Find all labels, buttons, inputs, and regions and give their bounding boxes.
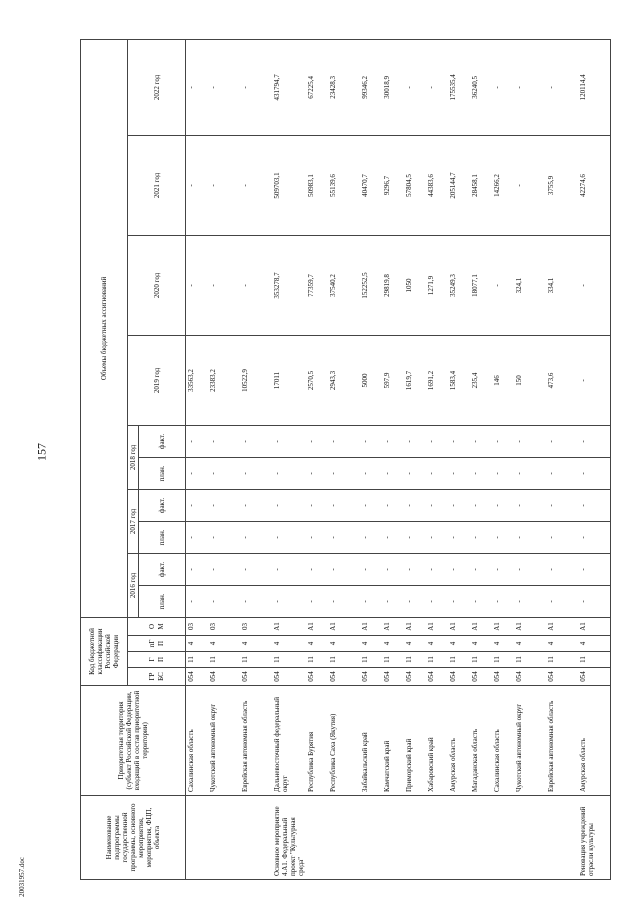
value-2018-plan: - — [240, 457, 272, 489]
grbs-cell: 054 — [578, 668, 611, 686]
value-2017-plan: - — [382, 521, 404, 553]
value-2017-plan: - — [208, 521, 240, 553]
value-2019: 2570,5 — [306, 335, 328, 425]
value-2022: 120114,4 — [578, 39, 611, 135]
program-cell — [328, 796, 360, 880]
pgp-cell: 4 — [448, 636, 470, 652]
pgp-cell: 4 — [514, 636, 546, 652]
value-2021: 205144,7 — [448, 135, 470, 235]
value-2018-fact: - — [186, 425, 209, 457]
value-2021: 55139,6 — [328, 135, 360, 235]
header-gp: ГП — [128, 652, 186, 668]
program-cell — [404, 796, 426, 880]
value-2022: 30018,9 — [382, 39, 404, 135]
territory-cell: Еврейская автономная область — [240, 686, 272, 796]
gp-cell: 11 — [306, 652, 328, 668]
value-2020: 152252,5 — [360, 235, 382, 335]
value-2021: - — [514, 135, 546, 235]
value-2018-fact: - — [470, 425, 492, 457]
value-2017-plan: - — [272, 521, 306, 553]
value-2016-fact: - — [328, 553, 360, 585]
om-cell: 03 — [240, 617, 272, 635]
value-2019: 146 — [492, 335, 514, 425]
value-2017-fact: - — [240, 489, 272, 521]
value-2017-fact: - — [546, 489, 578, 521]
value-2021: 9296,7 — [382, 135, 404, 235]
gp-cell: 11 — [272, 652, 306, 668]
value-2021: 50983,1 — [306, 135, 328, 235]
program-cell: Реновация учреждений отрасли культуры — [578, 796, 611, 880]
territory-cell: Камчатский край — [382, 686, 404, 796]
value-2019: 10522,9 — [240, 335, 272, 425]
value-2018-plan: - — [186, 457, 209, 489]
grbs-cell: 054 — [240, 668, 272, 686]
value-2016-plan: - — [492, 585, 514, 617]
table-row — [208, 39, 240, 879]
pgp-cell: 4 — [546, 636, 578, 652]
om-cell: А1 — [578, 617, 611, 635]
om-cell: 03 — [208, 617, 240, 635]
gp-cell: 11 — [404, 652, 426, 668]
gp-cell: 11 — [492, 652, 514, 668]
program-cell: Основное мероприятие 4.А1. Федеральный проект "Культурная среда" — [272, 796, 306, 880]
value-2016-fact: - — [448, 553, 470, 585]
grbs-cell: 054 — [426, 668, 448, 686]
program-cell — [448, 796, 470, 880]
value-2017-plan: - — [578, 521, 611, 553]
value-2017-fact: - — [404, 489, 426, 521]
value-2016-plan: - — [360, 585, 382, 617]
value-2018-plan: - — [208, 457, 240, 489]
value-2018-fact: - — [578, 425, 611, 457]
gp-cell: 11 — [240, 652, 272, 668]
gp-cell: 11 — [360, 652, 382, 668]
om-cell: А1 — [328, 617, 360, 635]
value-2020: 1271,9 — [426, 235, 448, 335]
table-row — [382, 39, 404, 879]
pgp-cell: 4 — [272, 636, 306, 652]
program-cell — [426, 796, 448, 880]
header-2021: 2021 год — [128, 135, 186, 235]
header-grbs: ГРБС — [128, 668, 186, 686]
value-2021: 3755,9 — [546, 135, 578, 235]
value-2018-fact: - — [426, 425, 448, 457]
header-2016: 2016 год — [128, 553, 139, 617]
table-row — [186, 39, 209, 879]
header-budget-code: Код бюджетной классификации Российской Федерации — [81, 617, 128, 685]
value-2020: 324,1 — [514, 235, 546, 335]
table-row — [492, 39, 514, 879]
table-row — [240, 39, 272, 879]
value-2022: - — [546, 39, 578, 135]
grbs-cell: 054 — [492, 668, 514, 686]
territory-cell: Еврейская автономная область — [546, 686, 578, 796]
value-2022: - — [492, 39, 514, 135]
value-2017-fact: - — [578, 489, 611, 521]
value-2019: 23383,2 — [208, 335, 240, 425]
header-territory: Приоритетная территория (субъект Российской Федерации, входящий в состав приоритетной территории) — [81, 686, 186, 796]
grbs-cell: 054 — [382, 668, 404, 686]
value-2016-fact: - — [240, 553, 272, 585]
territory-cell: Чукотский автономный округ — [208, 686, 240, 796]
table-row — [328, 39, 360, 879]
gp-cell: 11 — [470, 652, 492, 668]
value-2018-fact: - — [208, 425, 240, 457]
value-2022: 67225,4 — [306, 39, 328, 135]
om-cell: А1 — [448, 617, 470, 635]
value-2018-fact: - — [514, 425, 546, 457]
header-2016-plan: план. — [139, 585, 186, 617]
pgp-cell: 4 — [382, 636, 404, 652]
header-2018: 2018 год — [128, 425, 139, 489]
page-number: 157 — [34, 443, 49, 461]
table-row — [426, 39, 448, 879]
table-row — [514, 39, 546, 879]
table-row — [448, 39, 470, 879]
value-2016-fact: - — [382, 553, 404, 585]
value-2021: 40470,7 — [360, 135, 382, 235]
value-2020: - — [492, 235, 514, 335]
value-2016-plan: - — [186, 585, 209, 617]
value-2017-plan: - — [306, 521, 328, 553]
value-2022: - — [186, 39, 209, 135]
value-2016-fact: - — [208, 553, 240, 585]
value-2016-fact: - — [546, 553, 578, 585]
value-2016-plan: - — [448, 585, 470, 617]
value-2018-plan: - — [404, 457, 426, 489]
value-2022: - — [208, 39, 240, 135]
value-2017-fact: - — [470, 489, 492, 521]
value-2019: 1691,2 — [426, 335, 448, 425]
value-2019: 17011 — [272, 335, 306, 425]
value-2016-fact: - — [272, 553, 306, 585]
pgp-cell: 4 — [208, 636, 240, 652]
header-2017: 2017 год — [128, 489, 139, 553]
gp-cell: 11 — [186, 652, 209, 668]
territory-cell: Забайкальский край — [360, 686, 382, 796]
value-2020: 29819,8 — [382, 235, 404, 335]
gp-cell: 11 — [328, 652, 360, 668]
value-2021: 44383,6 — [426, 135, 448, 235]
header-om: ОМ — [128, 617, 186, 635]
program-cell — [546, 796, 578, 880]
value-2018-fact: - — [492, 425, 514, 457]
value-2017-fact: - — [426, 489, 448, 521]
value-2016-fact: - — [426, 553, 448, 585]
om-cell: А1 — [514, 617, 546, 635]
value-2018-fact: - — [272, 425, 306, 457]
value-2018-plan: - — [360, 457, 382, 489]
om-cell: А1 — [272, 617, 306, 635]
pgp-cell: 4 — [426, 636, 448, 652]
value-2020: - — [240, 235, 272, 335]
value-2017-fact: - — [382, 489, 404, 521]
header-2019: 2019 год — [128, 335, 186, 425]
value-2018-plan: - — [578, 457, 611, 489]
gp-cell: 11 — [426, 652, 448, 668]
header-2017-plan: план. — [139, 521, 186, 553]
value-2016-fact: - — [186, 553, 209, 585]
gp-cell: 11 — [382, 652, 404, 668]
grbs-cell: 054 — [404, 668, 426, 686]
header-2017-fact: факт. — [139, 489, 186, 521]
value-2020: 77359,7 — [306, 235, 328, 335]
value-2018-plan: - — [470, 457, 492, 489]
value-2020: 334,1 — [546, 235, 578, 335]
value-2016-fact: - — [306, 553, 328, 585]
value-2017-plan: - — [404, 521, 426, 553]
value-2017-fact: - — [328, 489, 360, 521]
om-cell: А1 — [426, 617, 448, 635]
territory-cell: Республика Саха (Якутия) — [328, 686, 360, 796]
pgp-cell: 4 — [360, 636, 382, 652]
value-2019: 473,6 — [546, 335, 578, 425]
territory-cell: Сахалинская область — [186, 686, 209, 796]
program-cell — [492, 796, 514, 880]
value-2018-fact: - — [360, 425, 382, 457]
value-2022: - — [240, 39, 272, 135]
value-2016-plan: - — [272, 585, 306, 617]
value-2022: - — [426, 39, 448, 135]
value-2022: 36240,5 — [470, 39, 492, 135]
table-row — [546, 39, 578, 879]
value-2020: 353278,7 — [272, 235, 306, 335]
grbs-cell: 054 — [272, 668, 306, 686]
value-2017-fact: - — [272, 489, 306, 521]
value-2018-plan: - — [426, 457, 448, 489]
grbs-cell: 054 — [470, 668, 492, 686]
om-cell: А1 — [492, 617, 514, 635]
value-2018-plan: - — [448, 457, 470, 489]
value-2021: 42274,6 — [578, 135, 611, 235]
value-2022: 23428,3 — [328, 39, 360, 135]
pgp-cell: 4 — [240, 636, 272, 652]
value-2022: 175535,4 — [448, 39, 470, 135]
value-2017-plan: - — [360, 521, 382, 553]
grbs-cell: 054 — [360, 668, 382, 686]
territory-cell: Республика Бурятия — [306, 686, 328, 796]
om-cell: А1 — [470, 617, 492, 635]
value-2017-fact: - — [208, 489, 240, 521]
value-2017-plan: - — [492, 521, 514, 553]
value-2016-plan: - — [470, 585, 492, 617]
pgp-cell: 4 — [306, 636, 328, 652]
om-cell: А1 — [360, 617, 382, 635]
value-2021: - — [186, 135, 209, 235]
value-2019: 235,4 — [470, 335, 492, 425]
value-2016-plan: - — [426, 585, 448, 617]
header-2018-fact: факт. — [139, 425, 186, 457]
program-cell — [514, 796, 546, 880]
value-2018-plan: - — [328, 457, 360, 489]
value-2017-plan: - — [514, 521, 546, 553]
value-2017-fact: - — [514, 489, 546, 521]
territory-cell: Хабаровский край — [426, 686, 448, 796]
grbs-cell: 054 — [186, 668, 209, 686]
value-2018-plan: - — [514, 457, 546, 489]
om-cell: А1 — [382, 617, 404, 635]
value-2019: 1619,7 — [404, 335, 426, 425]
pgp-cell: 4 — [470, 636, 492, 652]
value-2020: - — [578, 235, 611, 335]
om-cell: А1 — [404, 617, 426, 635]
gp-cell: 11 — [514, 652, 546, 668]
header-pgp: пГП — [128, 636, 186, 652]
territory-cell: Сахалинская область — [492, 686, 514, 796]
table-row — [470, 39, 492, 879]
territory-cell: Приморский край — [404, 686, 426, 796]
value-2019: 1583,4 — [448, 335, 470, 425]
gp-cell: 11 — [578, 652, 611, 668]
value-2022: - — [404, 39, 426, 135]
om-cell: А1 — [546, 617, 578, 635]
value-2016-fact: - — [470, 553, 492, 585]
header-2022: 2022 год — [128, 39, 186, 135]
footer-filename: 20031957.doc — [18, 857, 26, 897]
gp-cell: 11 — [208, 652, 240, 668]
grbs-cell: 054 — [514, 668, 546, 686]
value-2020: - — [208, 235, 240, 335]
pgp-cell: 4 — [404, 636, 426, 652]
value-2016-plan: - — [546, 585, 578, 617]
territory-cell: Чукотский автономный округ — [514, 686, 546, 796]
value-2018-fact: - — [546, 425, 578, 457]
grbs-cell: 054 — [328, 668, 360, 686]
table-row — [578, 39, 611, 879]
value-2020: 35249,3 — [448, 235, 470, 335]
value-2017-plan: - — [470, 521, 492, 553]
value-2018-fact: - — [448, 425, 470, 457]
value-2019: 597,9 — [382, 335, 404, 425]
value-2020: 37540,2 — [328, 235, 360, 335]
header-program: Наименование подпрограммы государственной программы, основного мероприятия, мероприятия, ФЦП, объекта — [81, 796, 186, 880]
grbs-cell: 054 — [546, 668, 578, 686]
value-2016-plan: - — [208, 585, 240, 617]
program-cell — [240, 796, 272, 880]
program-cell — [470, 796, 492, 880]
value-2016-plan: - — [578, 585, 611, 617]
value-2018-fact: - — [382, 425, 404, 457]
value-2017-fact: - — [448, 489, 470, 521]
value-2021: 28458,1 — [470, 135, 492, 235]
value-2016-plan: - — [306, 585, 328, 617]
value-2017-fact: - — [306, 489, 328, 521]
value-2017-fact: - — [186, 489, 209, 521]
value-2016-plan: - — [514, 585, 546, 617]
header-volumes: Объемы бюджетных ассигнований — [81, 39, 128, 617]
territory-cell: Дальневосточный федеральный округ — [272, 686, 306, 796]
value-2016-fact: - — [360, 553, 382, 585]
value-2021: 509703,1 — [272, 135, 306, 235]
program-cell — [360, 796, 382, 880]
value-2019: 33563,2 — [186, 335, 209, 425]
value-2018-fact: - — [404, 425, 426, 457]
table-row — [306, 39, 328, 879]
value-2022: - — [514, 39, 546, 135]
header-2016-fact: факт. — [139, 553, 186, 585]
value-2020: 18077,1 — [470, 235, 492, 335]
value-2016-fact: - — [514, 553, 546, 585]
value-2022: 99346,2 — [360, 39, 382, 135]
gp-cell: 11 — [546, 652, 578, 668]
value-2018-plan: - — [382, 457, 404, 489]
value-2016-plan: - — [404, 585, 426, 617]
value-2018-fact: - — [240, 425, 272, 457]
value-2017-plan: - — [240, 521, 272, 553]
table-row — [272, 39, 306, 879]
value-2021: - — [208, 135, 240, 235]
program-cell — [208, 796, 240, 880]
territory-cell: Магаданская область — [470, 686, 492, 796]
grbs-cell: 054 — [208, 668, 240, 686]
value-2019: 150 — [514, 335, 546, 425]
value-2016-fact: - — [578, 553, 611, 585]
value-2018-plan: - — [306, 457, 328, 489]
value-2018-fact: - — [328, 425, 360, 457]
value-2017-fact: - — [360, 489, 382, 521]
value-2019: 5000 — [360, 335, 382, 425]
value-2017-plan: - — [546, 521, 578, 553]
value-2016-plan: - — [382, 585, 404, 617]
header-2018-plan: план. — [139, 457, 186, 489]
value-2017-plan: - — [426, 521, 448, 553]
program-cell — [382, 796, 404, 880]
value-2017-plan: - — [186, 521, 209, 553]
value-2017-plan: - — [448, 521, 470, 553]
value-2017-fact: - — [492, 489, 514, 521]
pgp-cell: 4 — [492, 636, 514, 652]
value-2020: 1050 — [404, 235, 426, 335]
table-body — [186, 39, 611, 879]
gp-cell: 11 — [448, 652, 470, 668]
om-cell: 03 — [186, 617, 209, 635]
pgp-cell: 4 — [578, 636, 611, 652]
table-row — [404, 39, 426, 879]
table-row — [360, 39, 382, 879]
territory-cell: Амурская область — [578, 686, 611, 796]
grbs-cell: 054 — [448, 668, 470, 686]
territory-cell: Амурская область — [448, 686, 470, 796]
value-2016-plan: - — [240, 585, 272, 617]
pgp-cell: 4 — [328, 636, 360, 652]
header-2020: 2020 год — [128, 235, 186, 335]
program-cell — [186, 796, 209, 880]
pgp-cell: 4 — [186, 636, 209, 652]
om-cell: А1 — [306, 617, 328, 635]
value-2016-fact: - — [404, 553, 426, 585]
rotated-table-container — [80, 40, 620, 880]
value-2021: 14266,2 — [492, 135, 514, 235]
value-2020: - — [186, 235, 209, 335]
value-2016-fact: - — [492, 553, 514, 585]
value-2019: 2943,3 — [328, 335, 360, 425]
value-2018-fact: - — [306, 425, 328, 457]
value-2016-plan: - — [328, 585, 360, 617]
value-2017-plan: - — [328, 521, 360, 553]
grbs-cell: 054 — [306, 668, 328, 686]
value-2018-plan: - — [272, 457, 306, 489]
budget-table — [80, 39, 611, 880]
value-2021: 57804,5 — [404, 135, 426, 235]
value-2018-plan: - — [492, 457, 514, 489]
value-2019: - — [578, 335, 611, 425]
value-2022: 431794,7 — [272, 39, 306, 135]
program-cell — [306, 796, 328, 880]
value-2018-plan: - — [546, 457, 578, 489]
value-2021: - — [240, 135, 272, 235]
